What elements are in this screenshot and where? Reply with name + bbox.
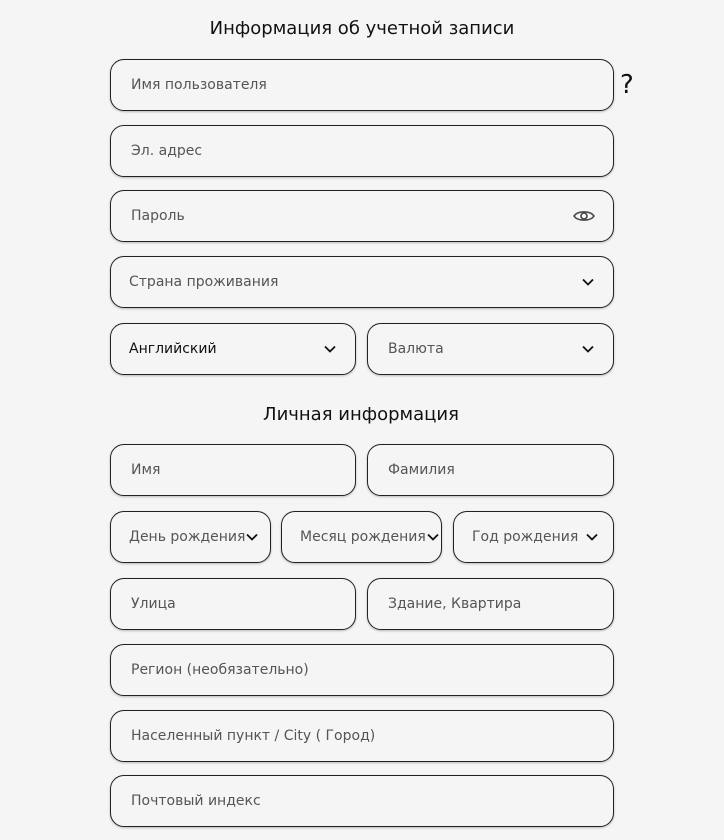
eye-icon[interactable] (573, 208, 595, 224)
language-value: Английский (129, 341, 217, 357)
first-name-placeholder: Имя (131, 462, 161, 478)
help-icon[interactable]: ? (620, 70, 634, 100)
birth-year-placeholder: Год рождения (472, 529, 579, 545)
country-placeholder: Страна проживания (129, 274, 279, 290)
personal-info-title: Личная информация (263, 404, 459, 425)
street-field[interactable] (110, 578, 356, 630)
email-placeholder: Эл. адрес (131, 143, 203, 159)
chevron-down-icon (585, 530, 599, 544)
city-field[interactable] (110, 710, 614, 762)
country-select[interactable] (110, 256, 614, 308)
password-field[interactable] (110, 190, 614, 242)
chevron-down-icon (581, 275, 595, 289)
last-name-field[interactable] (367, 444, 614, 496)
password-placeholder: Пароль (131, 208, 185, 224)
language-select[interactable] (110, 323, 356, 375)
region-field[interactable] (110, 644, 614, 696)
region-placeholder: Регион (необязательно) (131, 662, 309, 678)
postal-code-placeholder: Почтовый индекс (131, 793, 261, 809)
username-field[interactable] (110, 59, 614, 111)
currency-placeholder: Валюта (388, 341, 444, 357)
birth-day-placeholder: День рождения (129, 529, 246, 545)
building-field[interactable] (367, 578, 614, 630)
building-placeholder: Здание, Квартира (388, 596, 522, 612)
birth-month-select[interactable] (281, 511, 442, 563)
chevron-down-icon (581, 342, 595, 356)
postal-code-field[interactable] (110, 775, 614, 827)
first-name-field[interactable] (110, 444, 356, 496)
birth-year-select[interactable] (453, 511, 614, 563)
birth-month-placeholder: Месяц рождения (300, 529, 426, 545)
last-name-placeholder: Фамилия (388, 462, 455, 478)
email-field[interactable] (110, 125, 614, 177)
street-placeholder: Улица (131, 596, 176, 612)
city-placeholder: Населенный пункт / City ( Город) (131, 728, 376, 744)
currency-select[interactable] (367, 323, 614, 375)
account-info-title: Информация об учетной записи (209, 18, 515, 39)
chevron-down-icon (426, 530, 440, 544)
chevron-down-icon (245, 530, 259, 544)
chevron-down-icon (323, 342, 337, 356)
birth-day-select[interactable] (110, 511, 271, 563)
username-placeholder: Имя пользователя (131, 77, 267, 93)
